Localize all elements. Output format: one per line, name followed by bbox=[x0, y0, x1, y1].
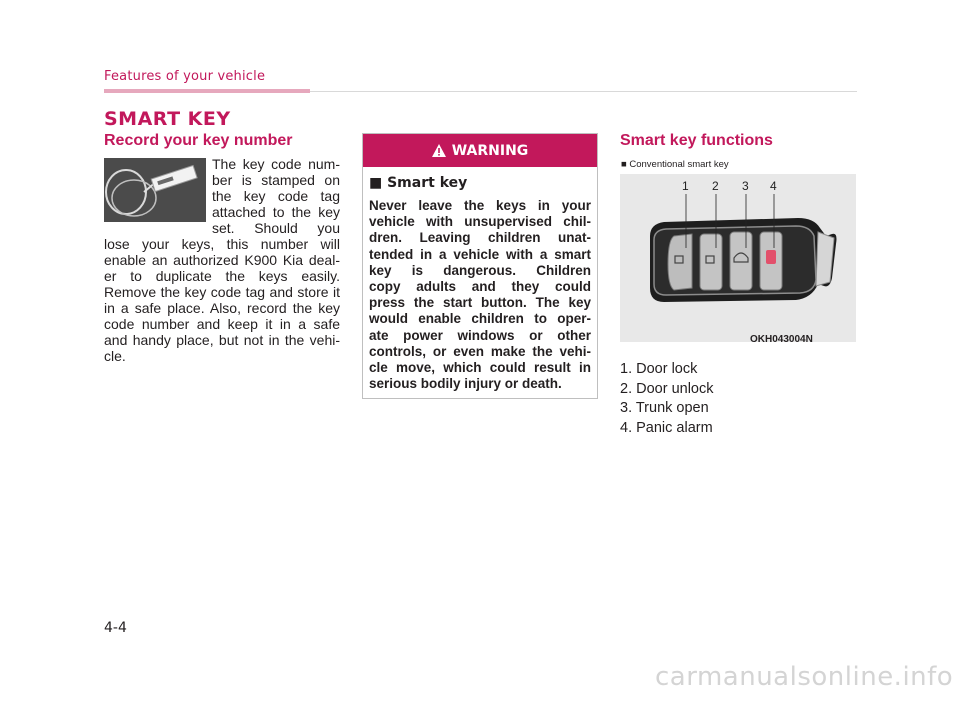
text-line: vehicle with unsupervised chil- bbox=[369, 214, 591, 230]
watermark: carmanualsonline.info bbox=[655, 662, 954, 692]
warning-text bbox=[369, 198, 591, 392]
door-lock-button bbox=[668, 234, 692, 290]
text-line: the key code tag bbox=[212, 188, 340, 204]
door-unlock-button bbox=[700, 234, 722, 290]
figure-code: OKH043004N bbox=[750, 334, 813, 345]
list-item: 3. Trunk open bbox=[620, 400, 709, 416]
warning-triangle-icon bbox=[432, 144, 446, 157]
callout-number: 4 bbox=[770, 179, 777, 193]
record-text bbox=[104, 236, 340, 364]
text-line: would enable children to oper- bbox=[369, 311, 591, 327]
text-line: code number and keep it in a safe bbox=[104, 316, 340, 332]
text-line: lose your keys, this number will bbox=[104, 236, 340, 252]
section-title: SMART KEY bbox=[104, 108, 231, 130]
smart-key-functions-title: Smart key functions bbox=[620, 132, 773, 149]
record-key-title: Record your key number bbox=[104, 132, 293, 149]
warning-header bbox=[363, 134, 597, 167]
callout-number: 2 bbox=[712, 179, 719, 193]
warning-title: ■ Smart key bbox=[369, 175, 468, 191]
key-code-tag-photo bbox=[104, 158, 206, 222]
text-line: cle move, which could result in bbox=[369, 360, 591, 376]
record-text-right bbox=[212, 156, 340, 236]
text-line: The key code num- bbox=[212, 156, 340, 172]
figure-caption: ■ Conventional smart key bbox=[621, 159, 729, 170]
list-item: 4. Panic alarm bbox=[620, 419, 713, 436]
text-line: and handy place, but not in the vehi- bbox=[104, 332, 340, 348]
text-line: key is dangerous. Children bbox=[369, 262, 591, 278]
text-line: enable an authorized K900 Kia deal- bbox=[104, 252, 340, 268]
text-line: cle. bbox=[104, 348, 126, 364]
text-line: set. Should you bbox=[212, 220, 340, 236]
text-line: copy adults and they could bbox=[369, 279, 591, 295]
text-line: press the start button. The key bbox=[369, 295, 591, 311]
text-line: controls, or even make the vehi- bbox=[369, 343, 591, 359]
header-rule-accent bbox=[104, 89, 310, 93]
running-header: Features of your vehicle bbox=[104, 69, 266, 84]
function-list bbox=[620, 360, 714, 438]
text-line: serious bodily injury or death. bbox=[369, 376, 562, 392]
list-item: 2. Door unlock bbox=[620, 380, 714, 397]
page-number: 4-4 bbox=[104, 620, 127, 636]
text-line: Never leave the keys in your bbox=[369, 198, 591, 213]
warning-box bbox=[362, 133, 598, 399]
text-line: ate power windows or other bbox=[369, 327, 591, 343]
text-line: in a safe place. Also, record the key bbox=[104, 300, 340, 316]
text-line: Remove the key code tag and store it bbox=[104, 284, 340, 300]
callout-number: 1 bbox=[682, 179, 689, 193]
text-line: dren. Leaving children unat- bbox=[369, 230, 591, 246]
text-line: attached to the key bbox=[212, 204, 340, 220]
text-line: tended in a vehicle with a smart bbox=[369, 246, 591, 262]
smart-key-figure bbox=[620, 174, 856, 342]
header-rule bbox=[310, 91, 857, 92]
text-line: er to duplicate the keys easily. bbox=[104, 268, 340, 284]
callout-number: 3 bbox=[742, 179, 749, 193]
warning-label: WARNING bbox=[451, 142, 529, 159]
trunk-open-button bbox=[730, 232, 752, 290]
text-line: ber is stamped on bbox=[212, 172, 340, 188]
list-item: 1. Door lock bbox=[620, 361, 698, 377]
